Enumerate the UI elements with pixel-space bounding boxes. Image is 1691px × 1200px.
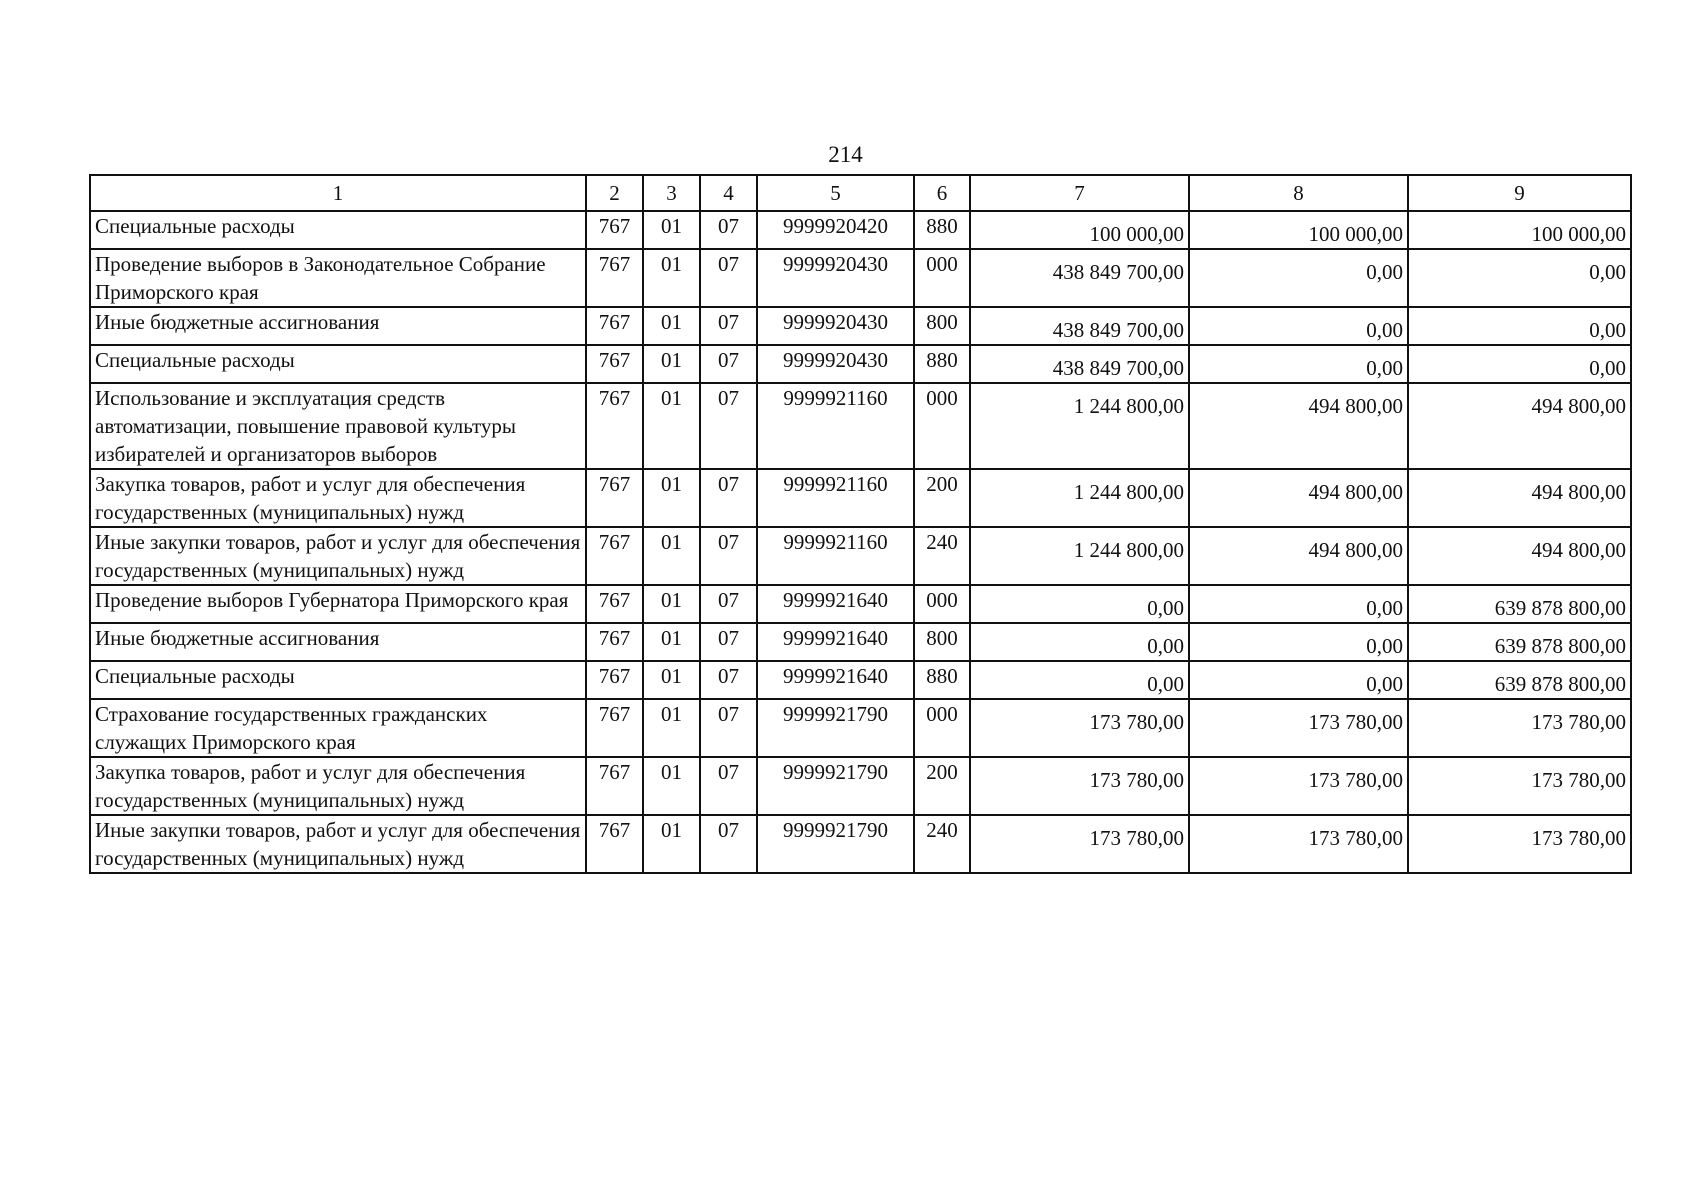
target-article-code: 9999921640	[757, 661, 914, 699]
table-row	[90, 623, 1631, 661]
expense-type-code: 000	[914, 383, 970, 469]
subsection-code: 07	[700, 249, 757, 307]
section-code: 01	[643, 585, 700, 623]
table-row	[90, 345, 1631, 383]
target-article-code: 9999920430	[757, 249, 914, 307]
table-row	[90, 757, 1631, 815]
section-code: 01	[643, 469, 700, 527]
expense-type-code: 000	[914, 699, 970, 757]
amount-col-8: 494 800,00	[1189, 383, 1408, 469]
amount-col-9: 173 780,00	[1408, 757, 1631, 815]
expense-name: Иные закупки товаров, работ и услуг для обеспечения государственных (муниципальных) нужд	[90, 815, 586, 873]
amount-col-7: 0,00	[970, 661, 1189, 699]
ministry-code: 767	[586, 345, 643, 383]
budget-table	[89, 174, 1632, 874]
expense-name: Иные бюджетные ассигнования	[90, 307, 586, 345]
target-article-code: 9999920430	[757, 307, 914, 345]
expense-type-code: 800	[914, 307, 970, 345]
section-code: 01	[643, 757, 700, 815]
section-code: 01	[643, 699, 700, 757]
column-header: 4	[700, 175, 757, 211]
column-header: 1	[90, 175, 586, 211]
amount-col-7: 173 780,00	[970, 757, 1189, 815]
expense-type-code: 880	[914, 661, 970, 699]
column-header: 6	[914, 175, 970, 211]
column-header: 3	[643, 175, 700, 211]
amount-col-7: 173 780,00	[970, 815, 1189, 873]
amount-col-9: 494 800,00	[1408, 383, 1631, 469]
column-header: 9	[1408, 175, 1631, 211]
target-article-code: 9999921160	[757, 527, 914, 585]
amount-col-8: 494 800,00	[1189, 527, 1408, 585]
amount-col-7: 0,00	[970, 585, 1189, 623]
subsection-code: 07	[700, 661, 757, 699]
expense-name: Иные бюджетные ассигнования	[90, 623, 586, 661]
ministry-code: 767	[586, 307, 643, 345]
expense-type-code: 880	[914, 211, 970, 249]
amount-col-8: 0,00	[1189, 585, 1408, 623]
amount-col-9: 494 800,00	[1408, 469, 1631, 527]
table-row	[90, 585, 1631, 623]
amount-col-7: 1 244 800,00	[970, 469, 1189, 527]
ministry-code: 767	[586, 383, 643, 469]
amount-col-9: 100 000,00	[1408, 211, 1631, 249]
column-header: 5	[757, 175, 914, 211]
expense-name: Специальные расходы	[90, 211, 586, 249]
table-row	[90, 699, 1631, 757]
amount-col-9: 639 878 800,00	[1408, 623, 1631, 661]
subsection-code: 07	[700, 585, 757, 623]
subsection-code: 07	[700, 757, 757, 815]
section-code: 01	[643, 815, 700, 873]
target-article-code: 9999920430	[757, 345, 914, 383]
column-header: 2	[586, 175, 643, 211]
expense-type-code: 880	[914, 345, 970, 383]
column-header: 8	[1189, 175, 1408, 211]
ministry-code: 767	[586, 661, 643, 699]
subsection-code: 07	[700, 699, 757, 757]
expense-type-code: 240	[914, 815, 970, 873]
expense-type-code: 800	[914, 623, 970, 661]
amount-col-9: 639 878 800,00	[1408, 585, 1631, 623]
amount-col-7: 438 849 700,00	[970, 249, 1189, 307]
expense-name: Страхование государственных гражданских служащих Приморского края	[90, 699, 586, 757]
table-row	[90, 307, 1631, 345]
target-article-code: 9999921640	[757, 585, 914, 623]
ministry-code: 767	[586, 585, 643, 623]
amount-col-9: 494 800,00	[1408, 527, 1631, 585]
target-article-code: 9999921160	[757, 383, 914, 469]
table-row	[90, 815, 1631, 873]
table-row	[90, 527, 1631, 585]
target-article-code: 9999921640	[757, 623, 914, 661]
section-code: 01	[643, 345, 700, 383]
amount-col-9: 0,00	[1408, 307, 1631, 345]
section-code: 01	[643, 383, 700, 469]
section-code: 01	[643, 661, 700, 699]
amount-col-7: 173 780,00	[970, 699, 1189, 757]
subsection-code: 07	[700, 345, 757, 383]
section-code: 01	[643, 307, 700, 345]
amount-col-8: 0,00	[1189, 345, 1408, 383]
target-article-code: 9999921790	[757, 815, 914, 873]
section-code: 01	[643, 623, 700, 661]
expense-name: Иные закупки товаров, работ и услуг для обеспечения государственных (муниципальных) нужд	[90, 527, 586, 585]
section-code: 01	[643, 211, 700, 249]
table-row	[90, 469, 1631, 527]
amount-col-9: 0,00	[1408, 345, 1631, 383]
amount-col-8: 0,00	[1189, 623, 1408, 661]
column-header: 7	[970, 175, 1189, 211]
amount-col-8: 0,00	[1189, 307, 1408, 345]
amount-col-9: 639 878 800,00	[1408, 661, 1631, 699]
expense-name: Специальные расходы	[90, 661, 586, 699]
amount-col-7: 1 244 800,00	[970, 383, 1189, 469]
section-code: 01	[643, 527, 700, 585]
expense-name: Использование и эксплуатация средств автоматизации, повышение правовой культуры избирателей и организаторов выборов	[90, 383, 586, 469]
amount-col-8: 494 800,00	[1189, 469, 1408, 527]
subsection-code: 07	[700, 383, 757, 469]
amount-col-7: 438 849 700,00	[970, 307, 1189, 345]
ministry-code: 767	[586, 623, 643, 661]
amount-col-9: 173 780,00	[1408, 815, 1631, 873]
ministry-code: 767	[586, 757, 643, 815]
table-row	[90, 249, 1631, 307]
expense-name: Специальные расходы	[90, 345, 586, 383]
ministry-code: 767	[586, 815, 643, 873]
amount-col-7: 0,00	[970, 623, 1189, 661]
subsection-code: 07	[700, 623, 757, 661]
amount-col-7: 1 244 800,00	[970, 527, 1189, 585]
ministry-code: 767	[586, 249, 643, 307]
amount-col-8: 0,00	[1189, 661, 1408, 699]
table-row	[90, 211, 1631, 249]
ministry-code: 767	[586, 211, 643, 249]
amount-col-9: 173 780,00	[1408, 699, 1631, 757]
amount-col-7: 100 000,00	[970, 211, 1189, 249]
amount-col-8: 0,00	[1189, 249, 1408, 307]
subsection-code: 07	[700, 527, 757, 585]
target-article-code: 9999921790	[757, 699, 914, 757]
page-number: 214	[828, 142, 863, 167]
ministry-code: 767	[586, 527, 643, 585]
table-row	[90, 383, 1631, 469]
amount-col-8: 100 000,00	[1189, 211, 1408, 249]
table-header-row	[90, 175, 1631, 211]
target-article-code: 9999920420	[757, 211, 914, 249]
target-article-code: 9999921160	[757, 469, 914, 527]
expense-name: Проведение выборов Губернатора Приморского края	[90, 585, 586, 623]
expense-name: Закупка товаров, работ и услуг для обеспечения государственных (муниципальных) нужд	[90, 757, 586, 815]
expense-type-code: 200	[914, 469, 970, 527]
expense-type-code: 000	[914, 249, 970, 307]
target-article-code: 9999921790	[757, 757, 914, 815]
subsection-code: 07	[700, 469, 757, 527]
amount-col-8: 173 780,00	[1189, 815, 1408, 873]
amount-col-8: 173 780,00	[1189, 699, 1408, 757]
expense-type-code: 000	[914, 585, 970, 623]
ministry-code: 767	[586, 469, 643, 527]
amount-col-7: 438 849 700,00	[970, 345, 1189, 383]
amount-col-9: 0,00	[1408, 249, 1631, 307]
subsection-code: 07	[700, 307, 757, 345]
expense-type-code: 200	[914, 757, 970, 815]
expense-name: Закупка товаров, работ и услуг для обеспечения государственных (муниципальных) нужд	[90, 469, 586, 527]
table-row	[90, 661, 1631, 699]
subsection-code: 07	[700, 211, 757, 249]
amount-col-8: 173 780,00	[1189, 757, 1408, 815]
subsection-code: 07	[700, 815, 757, 873]
expense-type-code: 240	[914, 527, 970, 585]
expense-name: Проведение выборов в Законодательное Собрание Приморского края	[90, 249, 586, 307]
section-code: 01	[643, 249, 700, 307]
ministry-code: 767	[586, 699, 643, 757]
